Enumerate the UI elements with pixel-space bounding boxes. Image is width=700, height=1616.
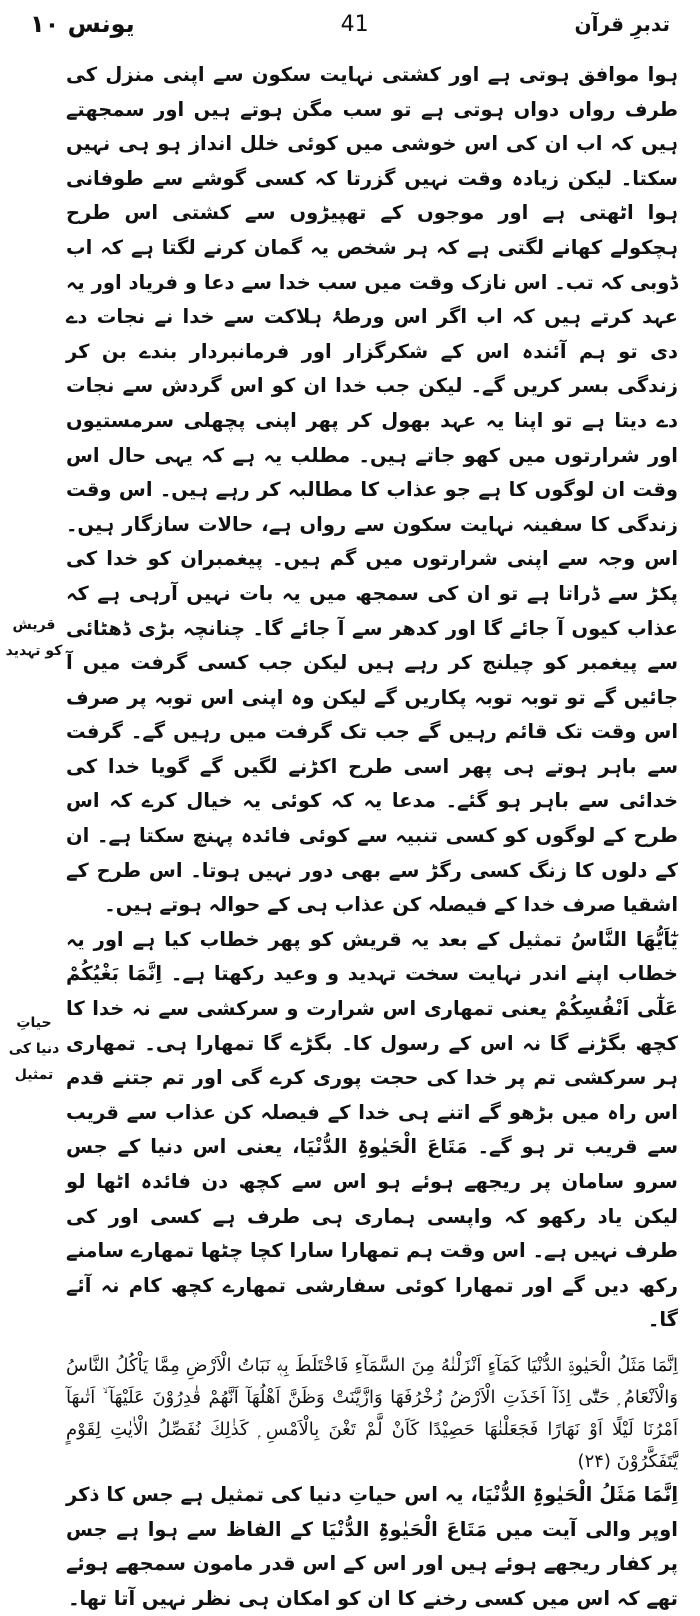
paragraph-1: ہوا موافق ہوتی ہے اور کشتی نہایت سکون سے اپنی منزل کی طرف رواں دواں ہوتی ہے تو سب مگن ہوتے ہیں اور سمجھتے ہیں کہ اب ان کی اس خوشی میں کوئی خلل انداز ہو ہی نہیں سکتا۔ لیکن زیادہ وقت نہیں گزرتا کہ کسی گوشے سے طوفانی ہوا اٹھتی ہے اور موجوں کے تھپیڑوں سے کشتی اس طرح ہچکولے کھانے لگتی ہے کہ ہر شخص یہ گمان کرنے لگتا ہے کہ اب ڈوبی کہ تب۔ اس نازک وقت میں سب خدا سے دعا و فریاد اور یہ عہد کرتے ہیں کہ اب اگر اس ورطۂ ہلاکت سے خدا نے نجات دے دی تو ہم آئندہ اس کے شکرگزار اور فرمانبردار بندے بن کر زندگی بسر کریں گے۔ لیکن جب خدا ان کو اس گردش سے نجات دے دیتا ہے تو اپنا یہ عہد بھول کر پھر اپنی پچھلی سرمستیوں اور شرارتوں میں کھو جاتے ہیں۔ مطلب یہ ہے کہ یہی حال اس وقت ان لوگوں کا ہے جو عذاب کا مطالبہ کر رہے ہیں۔ اس وقت زندگی کا سفینہ نہایت سکون سے رواں ہے، حالات سازگار ہیں۔ اس وجہ سے اپنی شرارتوں میں گم ہیں۔ پیغمبران کو خدا کی پکڑ سے ڈراتا ہے تو ان کی سمجھ میں یہ بات نہیں آرہی ہے کہ عذاب کیوں آ جائے گا اور کدھر سے آ جائے گا۔ چنانچہ بڑی ڈھٹائی سے پیغمبر کو چیلنج کر رہے ہیں لیکن جب کسی گرفت میں آ جائیں گے تو توبہ توبہ پکاریں گے لیکن وہ اپنی اس توبہ پر صرف اس وقت تک قائم رہیں گے جب تک گرفت میں رہیں گے۔ گرفت سے باہر ہوتے ہی پھر اسی طرح اکڑنے لگیں گے گویا خدا کی خدائی سے باہر ہو گئے۔ مدعا یہ کہ کوئی یہ خیال کرے کہ اس طرح کے لوگوں کو کسی تنبیہ سے کوئی فائدہ پہنچ سکتا ہے۔ ان کے دلوں کا زنگ کسی رگڑ سے بھی دور نہیں ہوتا۔ اس طرح کے اشقیا صرف خدا کے فیصلہ کن عذاب ہی کے حوالہ ہوتے ہیں۔: [66, 63, 678, 917]
book-title: تدبرِ قرآن: [574, 12, 670, 36]
paragraph-3: اِنَّمَا مَثَلُ الْحَیٰوۃِ الدُّنْیَا، یہ اس حیاتِ دنیا کی تمثیل ہے جس کا ذکر اوپر والی آیت میں مَتَاعَ الْحَیٰوۃِ الدُّنْیَا کے الفاظ سے ہوا ہے جس پر کفار ریجھے ہوئے ہیں اور اس کے اس قدر مامون سمجھے ہوئے تھے کہ اس میں کسی رخنے کا ان کو امکان ہی نظر نہیں آتا تھا۔: [66, 1482, 678, 1610]
paragraph-2: یٰٓاَیُّھَا النَّاسُ تمثیل کے بعد یہ قریش کو پھر خطاب کیا ہے اور یہ خطاب اپنے اندر نہایت سخت تہدید و وعید رکھتا ہے۔ اِنَّمَا بَغْیُکُمْ عَلٰٓی اَنْفُسِکُمْ یعنی تمھاری اس شرارت و سرکشی سے نہ خدا کا کچھ بگڑنے گا نہ اس کے رسول کا۔ بگڑے گا تمھارا ہی۔ تمھاری ہر سرکشی تم پر خدا کی حجت پوری کرے گی اور تم جتنے قدم اس راہ میں بڑھو گے اتنے ہی خدا کے فیصلہ کن عذاب سے قریب سے قریب تر ہو گے۔ مَتَاعَ الْحَیٰوۃِ الدُّنْیَا، یعنی اس دنیا کے جس سرو سامان پر ریجھے ہوئے ہو اس سے کچھ دن فائدہ اٹھا لو لیکن یاد رکھو کہ واپسی ہماری ہی طرف ہے کسی اور کی طرف نہیں ہے۔ اس وقت ہم تمھارا سارا کچا چٹھا تمھارے سامنے رکھ دیں گے اور تمھارا کوئی سفارشی تمھارے کچھ کام نہ آئے گا۔: [66, 927, 678, 1332]
page-number: 41: [340, 11, 369, 37]
commentary-body: [66, 58, 678, 1616]
margin-note-tahdeed: قریش کو تہدید: [5, 617, 63, 659]
surah-title: یونس ۱۰: [30, 10, 135, 38]
margin-note-tamseel: حیاتِ دنیا کی تمثیل: [8, 1015, 60, 1083]
page-header: [30, 4, 670, 44]
quran-verse: اِنَّمَا مَثَلُ الْحَیٰوۃِ الدُّنْیَا کَمَآءٍ اَنْزَلْنٰهُ مِنَ السَّمَآءِ فَاخْتَلَطَ بِهٖ نَبَاتُ الْاَرْضِ مِمَّا یَاْکُلُ النَّاسُ وَالْاَنْعَامُ ۭ حَتّٰٓی اِذَآ اَخَذَتِ الْاَرْضُ زُخْرُفَهَا وَازَّیَّنَتْ وَظَنَّ اَهْلُهَآ اَنَّهُمْ قٰدِرُوْنَ عَلَیْهَآ ۙ اَتٰىهَآ اَمْرُنَا لَیْلًا اَوْ نَهَارًا فَجَعَلْنٰهَا حَصِیْدًا کَاَنْ لَّمْ تَغْنَ بِالْاَمْسِ ۭ کَذٰلِكَ نُفَصِّلُ الْاٰیٰتِ لِقَوْمٍ یَّتَفَکَّرُوْنَ (۲۴): [66, 1354, 678, 1472]
